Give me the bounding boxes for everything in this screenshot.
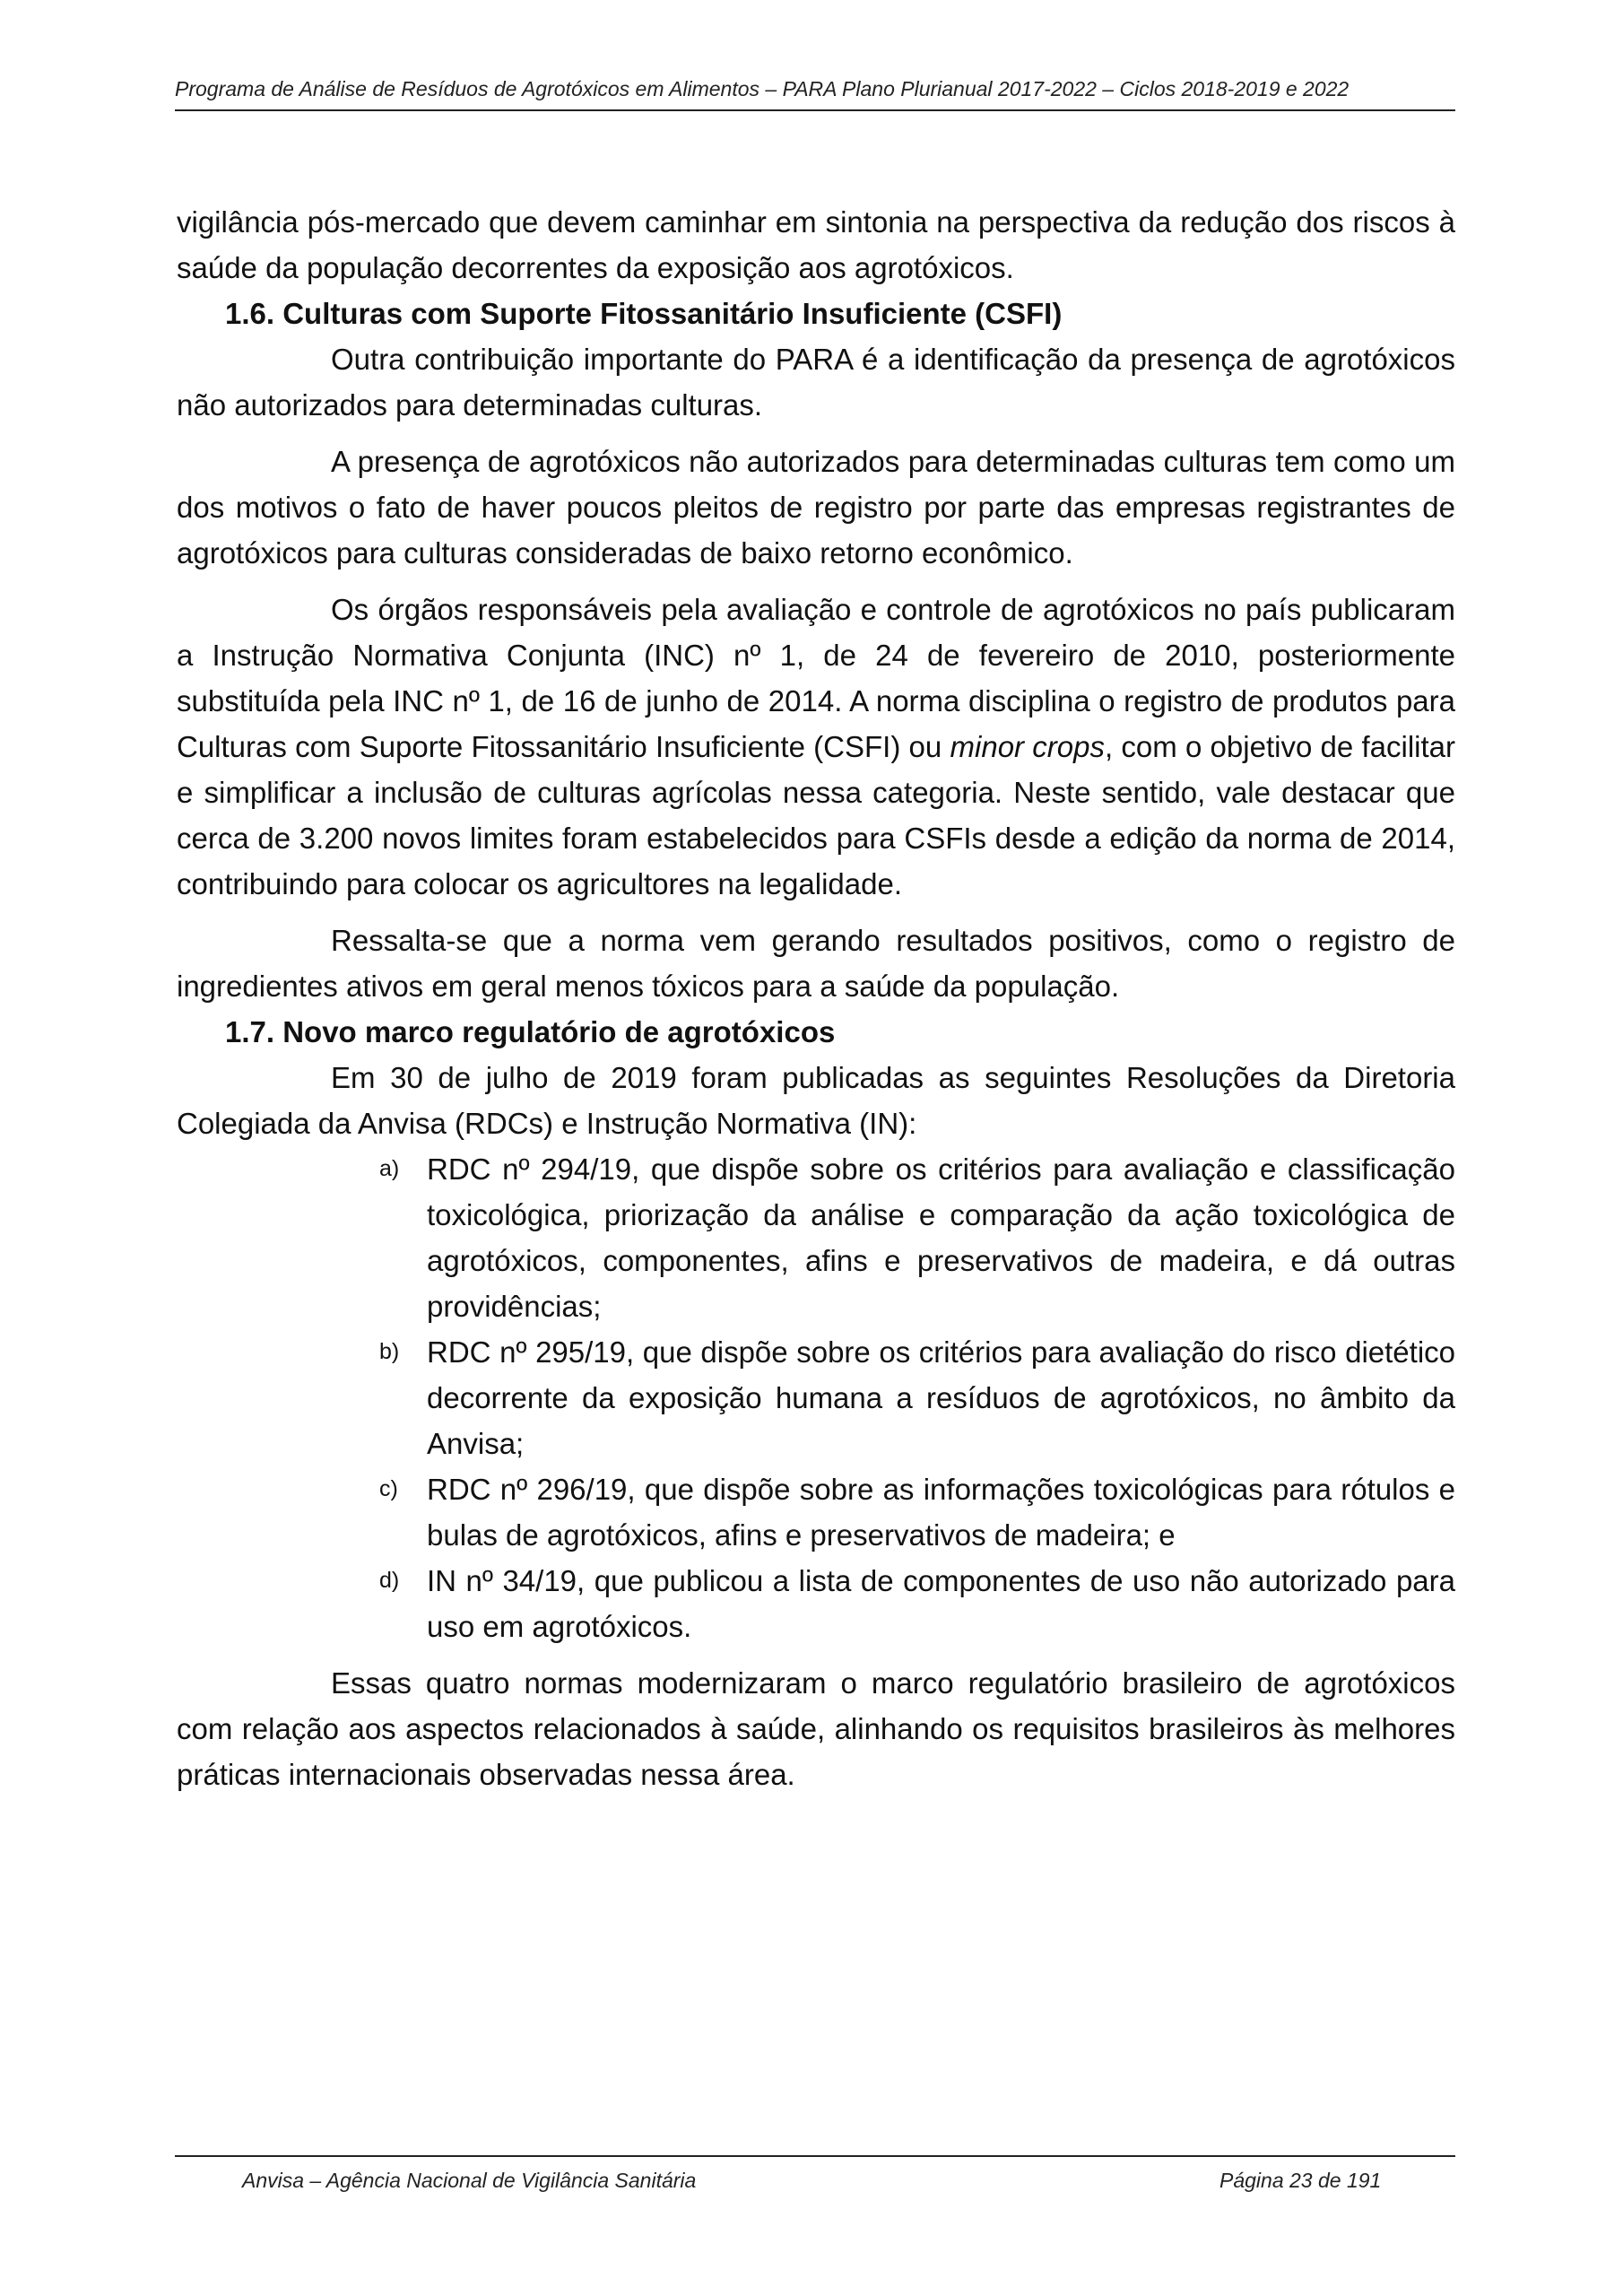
section-1-6-paragraph-1: Outra contribuição importante do PARA é a identificação da presença de agrotóxicos não autorizados para determinadas culturas.	[177, 343, 1455, 422]
header-divider	[175, 109, 1455, 111]
section-1-7-paragraph-2: Essas quatro normas modernizaram o marco regulatório brasileiro de agrotóxicos com relação aos aspectos relacionados à saúde, alinhando os requisitos brasileiros às melhores práticas internacionais observadas nessa área.	[177, 1666, 1455, 1791]
section-heading-1-7: 1.7. Novo marco regulatório de agrotóxicos	[225, 1015, 836, 1048]
list-item-text: IN nº 34/19, que publicou a lista de componentes de uso não autorizado para uso em agrotóxicos.	[427, 1564, 1455, 1643]
section-1-7-paragraph-1: Em 30 de julho de 2019 foram publicadas as seguintes Resoluções da Diretoria Colegiada da Anvisa (RDCs) e Instrução Normativa (IN):	[177, 1061, 1455, 1140]
running-header: Programa de Análise de Resíduos de Agrotóxicos em Alimentos – PARA Plano Plurianual 2017-2022 – Ciclos 2018-2019 e 2022	[175, 77, 1350, 100]
list-item	[177, 1146, 1455, 1329]
list-marker: d)	[379, 1568, 400, 1593]
intro-paragraph: vigilância pós-mercado que devem caminhar em sintonia na perspectiva da redução dos riscos à saúde da população decorrentes da exposição aos agrotóxicos.	[177, 205, 1455, 284]
list-item-text: RDC nº 295/19, que dispõe sobre os critérios para avaliação do risco dietético decorrente da exposição humana a resíduos de agrotóxicos, no âmbito da Anvisa;	[427, 1335, 1455, 1460]
footer-organization: Anvisa – Agência Nacional de Vigilância Sanitária	[242, 2169, 697, 2192]
italic-term: minor crops	[950, 730, 1105, 763]
regulations-list	[177, 1146, 1455, 1649]
section-1-6-paragraph-2: A presença de agrotóxicos não autorizados para determinadas culturas tem como um dos motivos o fato de haver poucos pleitos de registro por parte das empresas registrantes de agrotóxicos para culturas consideradas de baixo retorno econômico.	[177, 445, 1455, 570]
paragraph-text: , com o objetivo de facilitar e simplificar a inclusão de culturas agrícolas nessa categoria. Neste sentido, vale destacar que cerca de 3.200 novos limites foram estabelecidos para CSFIs desde a edição da norma de 2014, contribuindo para colocar os agricultores na legalidade.	[177, 730, 1455, 900]
list-item	[177, 1466, 1455, 1558]
page-number: Página 23 de 191	[1219, 2169, 1382, 2192]
list-item-text: RDC nº 296/19, que dispõe sobre as informações toxicológicas para rótulos e bulas de agrotóxicos, afins e preservativos de madeira; e	[427, 1473, 1455, 1552]
list-marker: a)	[379, 1156, 400, 1181]
list-item-text: RDC nº 294/19, que dispõe sobre os critérios para avaliação e classificação toxicológica, priorização da análise e comparação da ação toxicológica de agrotóxicos, componentes, afins e preservativos de madeira, e dá outras providências;	[427, 1152, 1455, 1323]
list-marker: b)	[379, 1339, 400, 1364]
list-item	[177, 1329, 1455, 1466]
section-1-6-paragraph-3	[177, 587, 1455, 907]
list-item	[177, 1558, 1455, 1649]
footer-divider	[175, 2155, 1455, 2157]
paragraph-text: Os órgãos responsáveis pela avaliação e controle de agrotóxicos no país publicaram a Instrução Normativa Conjunta (INC) nº 1, de 24 de fevereiro de 2010, posteriormente substituída pela INC nº 1, de 16 de junho de 2014. A norma disciplina o registro de produtos para Culturas com Suporte Fitossanitário Insuficiente (CSFI) ou	[177, 593, 1455, 763]
list-marker: c)	[379, 1476, 398, 1501]
section-heading-1-6: 1.6. Culturas com Suporte Fitossanitário Insuficiente (CSFI)	[225, 297, 1063, 330]
page-content	[177, 199, 1455, 1797]
section-1-6-paragraph-4: Ressalta-se que a norma vem gerando resultados positivos, como o registro de ingredientes ativos em geral menos tóxicos para a saúde da população.	[177, 924, 1455, 1003]
